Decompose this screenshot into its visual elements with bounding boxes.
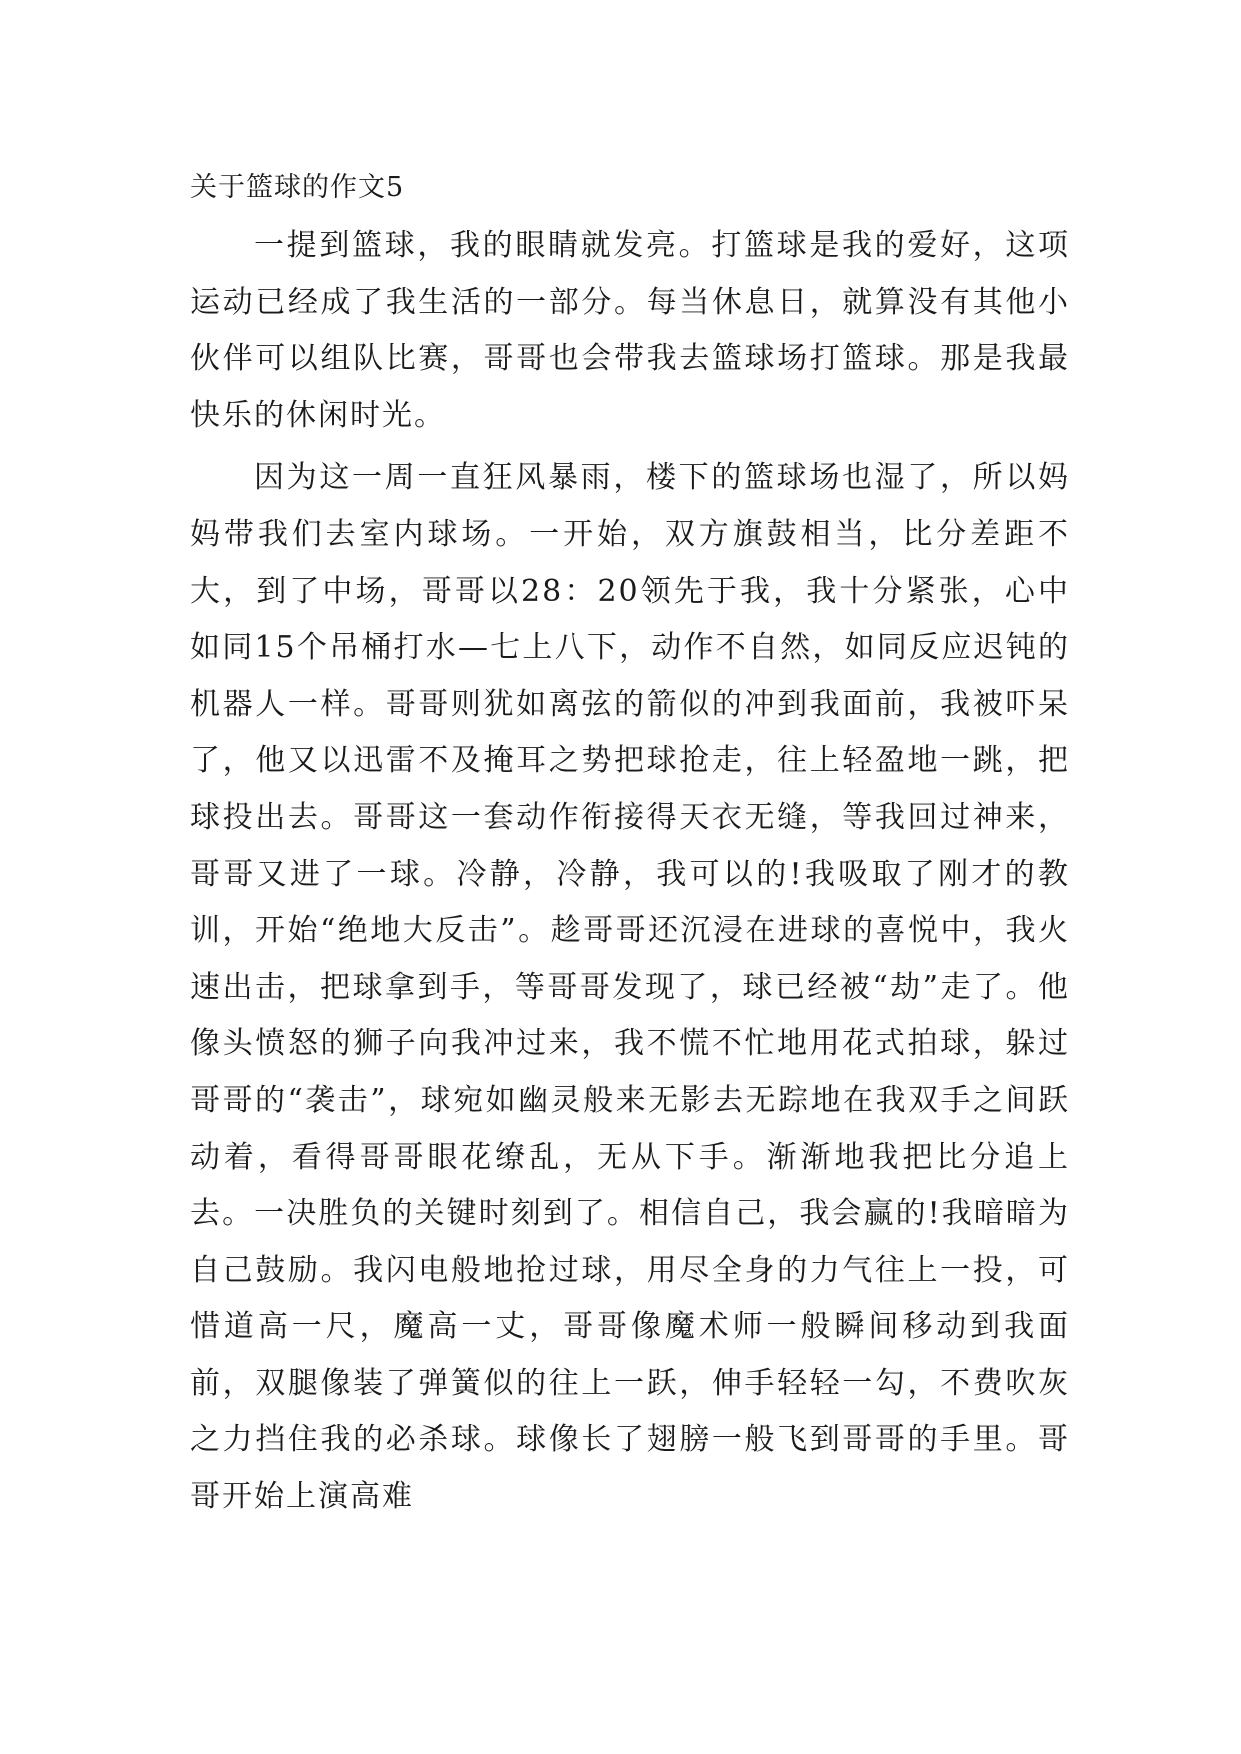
document-title: 关于篮球的作文5 (190, 172, 405, 203)
paragraph-1: 一提到篮球，我的眼睛就发亮。打篮球是我的爱好，这项运动已经成了我生活的一部分。每当休息日，就算没有其他小伙伴可以组队比赛，哥哥也会带我去篮球场打篮球。那是我最快乐的休闲时光。 (190, 228, 1070, 433)
document-body (190, 168, 1070, 1526)
paragraph-2: 因为这一周一直狂风暴雨，楼下的篮球场也湿了，所以妈妈带我们去室内球场。一开始，双方旗鼓相当，比分差距不大，到了中场，哥哥以28：20领先于我，我十分紧张，心中如同15个吊桶打水—七上八下，动作不自然，如同反应迟钝的机器人一样。哥哥则犹如离弦的箭似的冲到我面前，我被吓呆了，他又以迅雷不及掩耳之势把球抢走，往上轻盈地一跳，把球投出去。哥哥这一套动作衔接得天衣无缝，等我回过神来，哥哥又进了一球。冷静，冷静，我可以的!我吸取了刚才的教训，开始“绝地大反击”。趁哥哥还沉浸在进球的喜悦中，我火速出击，把球拿到手，等哥哥发现了，球已经被“劫”走了。他像头愤怒的狮子向我冲过来，我不慌不忙地用花式拍球，躲过哥哥的“袭击”，球宛如幽灵般来无影去无踪地在我双手之间跃动着，看得哥哥眼花缭乱，无从下手。渐渐地我把比分追上去。一决胜负的关键时刻到了。相信自己，我会赢的!我暗暗为自己鼓励。我闪电般地抢过球，用尽全身的力气往上一投，可惜道高一尺，魔高一丈，哥哥像魔术师一般瞬间移动到我面前，双腿像装了弹簧似的往上一跃，伸手轻轻一勾，不费吹灰之力挡住我的必杀球。球像长了翅膀一般飞到哥哥的手里。哥哥开始上演高难 (190, 460, 1070, 1515)
